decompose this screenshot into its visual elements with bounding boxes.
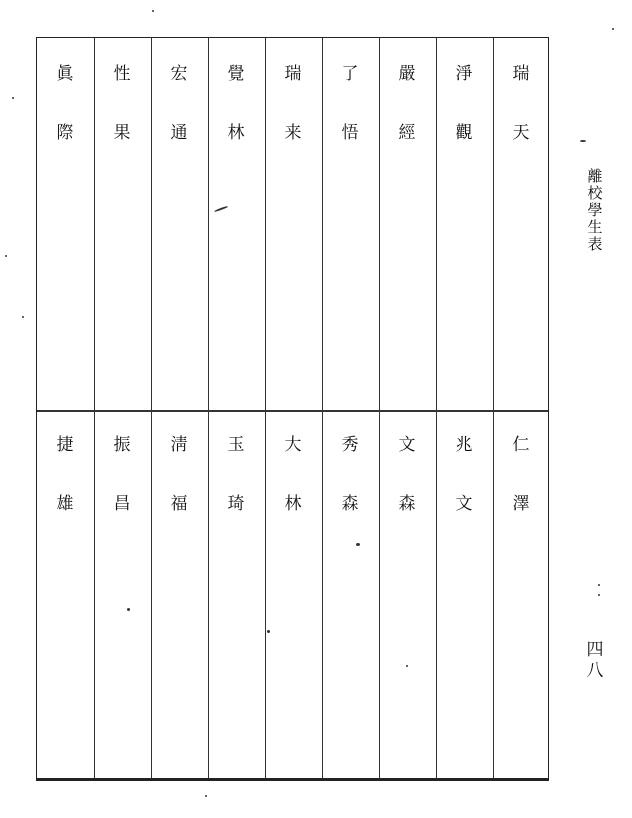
top-name-cell: 宏通 bbox=[170, 64, 188, 143]
scan-speck bbox=[598, 594, 600, 596]
top-name-cell: 性果 bbox=[113, 64, 131, 143]
top-name-cell: 淨觀 bbox=[455, 64, 473, 143]
top-name-cell: 了悟 bbox=[341, 64, 359, 143]
column-divider bbox=[493, 38, 494, 778]
bottom-name-cell: 淸福 bbox=[170, 435, 188, 514]
column-divider bbox=[94, 38, 95, 778]
column-divider bbox=[322, 38, 323, 778]
top-name-cell: 覺林 bbox=[227, 64, 245, 143]
bottom-name-cell: 文森 bbox=[398, 435, 416, 514]
bottom-name-cell: 秀森 bbox=[341, 435, 359, 514]
scan-speck bbox=[22, 316, 24, 318]
scan-speck bbox=[598, 584, 600, 586]
top-name-cell: 嚴經 bbox=[398, 64, 416, 143]
bottom-name-cell: 大林 bbox=[284, 435, 302, 514]
scan-speck bbox=[267, 630, 270, 633]
side-title: 離校學生表 bbox=[587, 167, 603, 253]
column-divider bbox=[436, 38, 437, 778]
bottom-name-cell: 玉琦 bbox=[227, 435, 245, 514]
bottom-name-cell: 兆文 bbox=[455, 435, 473, 514]
bottom-name-cell: 振昌 bbox=[113, 435, 131, 514]
column-divider bbox=[265, 38, 266, 778]
scan-speck bbox=[205, 795, 207, 797]
scan-speck bbox=[406, 665, 408, 667]
column-divider bbox=[151, 38, 152, 778]
scan-speck bbox=[127, 608, 130, 611]
student-table bbox=[36, 37, 549, 781]
top-name-cell: 眞際 bbox=[56, 64, 74, 143]
scan-speck bbox=[580, 140, 586, 142]
bottom-name-cell: 捷雄 bbox=[56, 435, 74, 514]
page-number: 四八 bbox=[586, 640, 604, 681]
scan-speck bbox=[152, 10, 154, 12]
row-divider bbox=[37, 410, 548, 412]
top-name-cell: 瑞天 bbox=[512, 64, 530, 143]
column-divider bbox=[379, 38, 380, 778]
scan-speck bbox=[5, 255, 7, 257]
scan-speck bbox=[12, 97, 14, 99]
scan-speck bbox=[356, 543, 360, 546]
column-divider bbox=[208, 38, 209, 778]
scan-speck bbox=[612, 28, 614, 30]
top-name-cell: 瑞来 bbox=[284, 64, 302, 143]
bottom-name-cell: 仁澤 bbox=[512, 435, 530, 514]
